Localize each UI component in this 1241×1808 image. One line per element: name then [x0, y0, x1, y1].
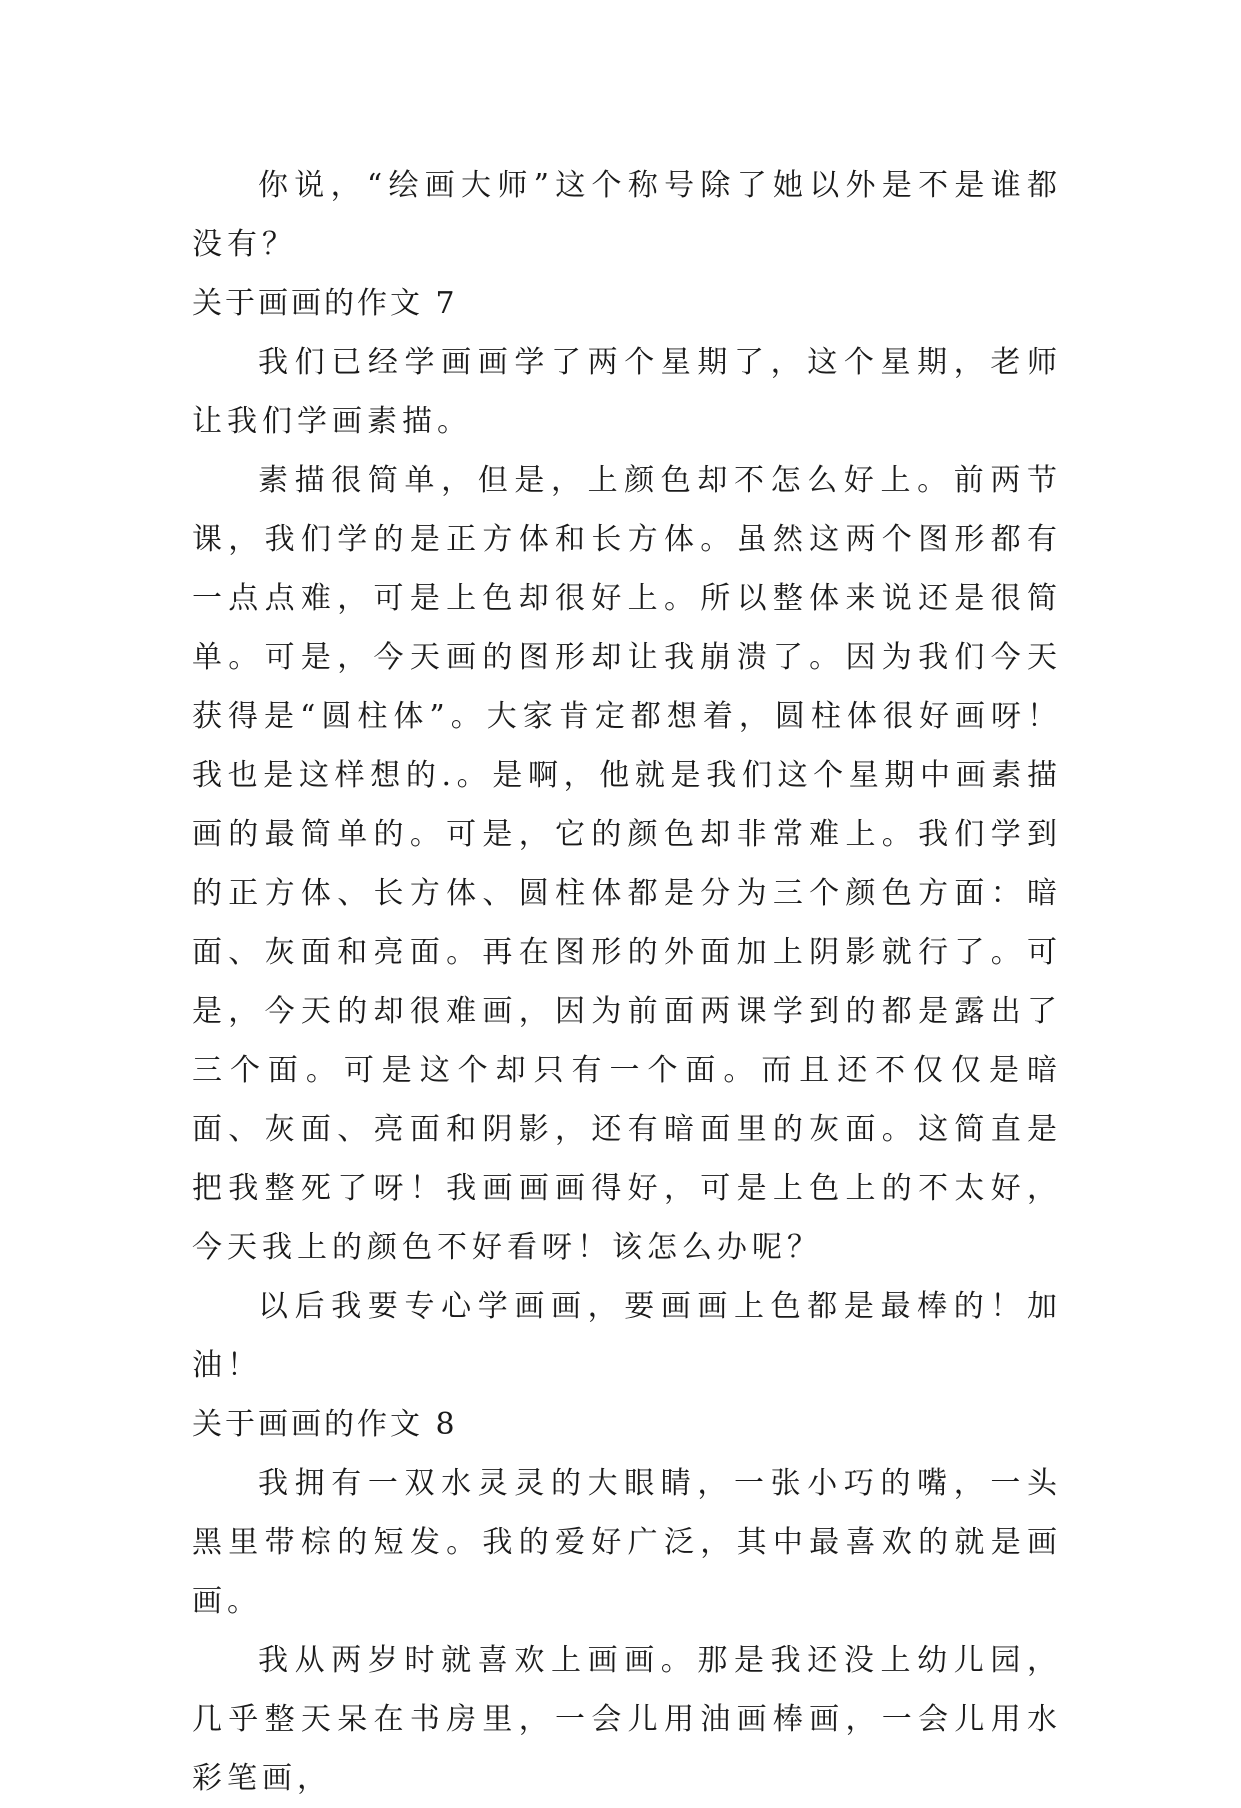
- paragraph: 我从两岁时就喜欢上画画。那是我还没上幼儿园，几乎整天呆在书房里，一会儿用油画棒画，一会儿用水彩笔画，: [192, 1643, 1062, 1796]
- paragraph: 以后我要专心学画画，要画画上色都是最棒的！加油！: [192, 1289, 1062, 1383]
- document-body: [192, 156, 1062, 1808]
- section-heading: 关于画画的作文 7: [192, 286, 458, 321]
- paragraph: 你说，“绘画大师”这个称号除了她以外是不是谁都没有？: [192, 168, 1062, 262]
- paragraph: 素描很简单，但是，上颜色却不怎么好上。前两节课，我们学的是正方体和长方体。虽然这两个图形都有一点点难，可是上色却很好上。所以整体来说还是很简单。可是，今天画的图形却让我崩溃了。因为我们今天获得是“圆柱体”。大家肯定都想着，圆柱体很好画呀！我也是这样想的.。是啊，他就是我们这个星期中画素描画的最简单的。可是，它的颜色却非常难上。我们学到的正方体、长方体、圆柱体都是分为三个颜色方面：暗面、灰面和亮面。再在图形的外面加上阴影就行了。可是，今天的却很难画，因为前面两课学到的都是露出了三个面。可是这个却只有一个面。而且还不仅仅是暗面、灰面、亮面和阴影，还有暗面里的灰面。这简直是把我整死了呀！我画画画得好，可是上色上的不太好，今天我上的颜色不好看呀！该怎么办呢？: [192, 463, 1062, 1265]
- section-heading: 关于画画的作文 8: [192, 1407, 458, 1442]
- paragraph: 我们已经学画画学了两个星期了，这个星期，老师让我们学画素描。: [192, 345, 1062, 439]
- paragraph: 我拥有一双水灵灵的大眼睛，一张小巧的嘴，一头黑里带棕的短发。我的爱好广泛，其中最喜欢的就是画画。: [192, 1466, 1062, 1619]
